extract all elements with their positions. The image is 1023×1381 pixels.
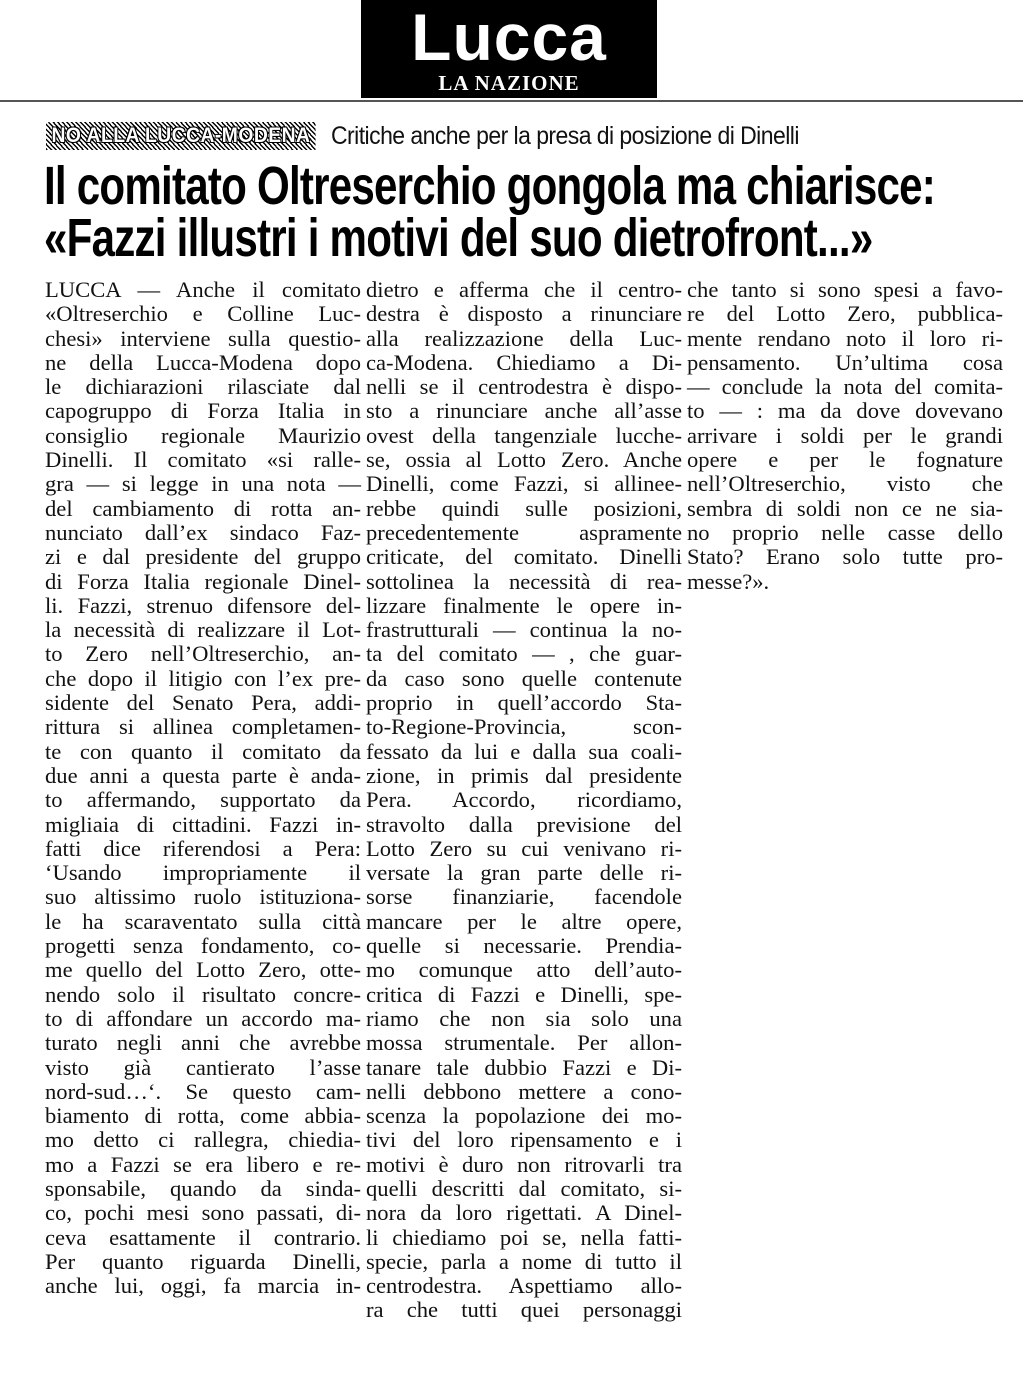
article-line: criticate, del comitato. Dinelli (366, 544, 682, 570)
article-line: mo detto ci rallegra, chiedia- (45, 1127, 361, 1153)
article-line: ceva esattamente il contrario. (45, 1224, 361, 1250)
article-line: to-Regione-Provincia, scon- (366, 714, 682, 740)
article-line: motivi è duro non ritrovarli tra (366, 1151, 682, 1177)
article-line: to di affondare un accordo ma- (45, 1005, 361, 1031)
article-line: «Oltreserchio e Colline Luc- (45, 301, 361, 327)
article-line: tanare tale dubbio Fazzi e Di- (366, 1054, 682, 1080)
article-line: ca-Modena. Chiediamo a Di- (366, 349, 682, 375)
article-line: la necessità di realizzare il Lot- (45, 617, 361, 643)
article-line: opere e per le fognature (687, 447, 1003, 473)
article-line: fatti dice riferendosi a Pera: (45, 835, 361, 861)
article-line: li. Fazzi, strenuo difensore del- (45, 592, 361, 618)
article-line: nora da loro rigettati. A Dinel- (366, 1200, 682, 1226)
article-line: dietro e afferma che il centro- (366, 277, 682, 302)
article-line: le ha scaraventato sulla città (45, 908, 361, 934)
article-line: Dinelli, come Fazzi, si allinee- (366, 471, 682, 497)
article-line: gra — si legge in una nota — (45, 471, 361, 497)
article-column-3 (687, 278, 1003, 594)
article-line: ta del comitato — , che guar- (366, 641, 682, 667)
article-column-2 (366, 278, 682, 1323)
headline-line-1: Il comitato Oltreserchio gongola ma chiarisce: (44, 156, 936, 216)
article-line: sidente del Senato Pera, addi- (45, 690, 361, 716)
article-line: Stato? Erano solo tutte pro- (687, 544, 1003, 570)
article-line: te con quanto il comitato da (45, 738, 361, 764)
article-line: nelli debbono mettere a cono- (366, 1078, 682, 1104)
article-line: lizzare finalmente le opere in- (366, 592, 682, 618)
article-line: visto già cantierato l’asse (45, 1054, 361, 1080)
article-line: nelli se il centrodestra è dispo- (366, 374, 682, 400)
article-line: consiglio regionale Maurizio (45, 422, 361, 448)
article-line: nell’Oltreserchio, visto che (687, 471, 1003, 497)
masthead-city: Lucca (411, 0, 607, 74)
article-line: versate la gran parte delle ri- (366, 860, 682, 886)
article-line: ne della Lucca-Modena dopo (45, 349, 361, 375)
article-line: to Zero nell’Oltreserchio, an- (45, 641, 361, 667)
article-line: migliaia di cittadini. Fazzi in- (45, 811, 361, 837)
article-line: stravolto dalla previsione del (366, 811, 682, 837)
article-line: di Forza Italia regionale Dinel- (45, 568, 361, 594)
article-line: chesi» interviene sulla questio- (45, 325, 361, 351)
article-line: Pera. Accordo, ricordiamo, (366, 787, 682, 813)
article-line: zi e dal presidente del gruppo (45, 544, 361, 570)
article-line: centrodestra. Aspettiamo allo- (366, 1273, 682, 1299)
article-line: sottolinea la necessità di rea- (366, 568, 682, 594)
article-line: to — : ma da dove dovevano (687, 398, 1003, 424)
article-line: mo comunque atto dell’auto- (366, 957, 682, 983)
article-line: sorse finanziarie, facendole (366, 884, 682, 910)
article-line: progetti senza fondamento, co- (45, 933, 361, 959)
article-line: rebbe quindi sulle posizioni, (366, 495, 682, 521)
article-line: Dinelli. Il comitato «si ralle- (45, 447, 361, 473)
article-line: suo altissimo ruolo istituziona- (45, 884, 361, 910)
article-line: che tanto si sono spesi a favo- (687, 277, 1003, 302)
article-line: sembra di soldi non ce ne sia- (687, 495, 1003, 521)
article-line: arrivare i soldi per le grandi (687, 422, 1003, 448)
article-line: riamo che non sia solo una (366, 1005, 682, 1031)
article-line: che dopo il litigio con l’ex pre- (45, 665, 361, 691)
kicker-tag: NO ALLA LUCCA-MODENA (46, 122, 316, 150)
article-line: specie, parla a nome di tutto il (366, 1248, 682, 1274)
article-line: li chiediamo poi se, nella fatti- (366, 1224, 682, 1250)
header-divider (0, 100, 1023, 102)
article-line: ovest della tangenziale lucche- (366, 422, 682, 448)
article-line: me quello del Lotto Zero, otte- (45, 957, 361, 983)
article-line: critica di Fazzi e Dinelli, spe- (366, 981, 682, 1007)
article-line: mancare per le altre opere, (366, 908, 682, 934)
article-line: proprio in quell’accordo Sta- (366, 690, 682, 716)
headline (44, 156, 1004, 268)
article-line: Lotto Zero su cui venivano ri- (366, 835, 682, 861)
article-line: ra che tutti quei personaggi (366, 1297, 682, 1323)
article-line: re del Lotto Zero, pubblica- (687, 301, 1003, 327)
article-line: messe?». (687, 568, 770, 594)
article-line: se, ossia al Lotto Zero. Anche (366, 447, 682, 473)
article-line: precedentemente aspramente (366, 519, 682, 545)
kicker-subtitle: Critiche anche per la presa di posizione di Dinelli (331, 121, 800, 150)
article-line: ‘Usando impropriamente il (45, 860, 361, 886)
article-line: fessato da lui e dalla sua coali- (366, 738, 682, 764)
article-line: mo a Fazzi se era libero e re- (45, 1151, 361, 1177)
article-line: quelli descritti dal comitato, si- (366, 1175, 682, 1201)
article-line: to affermando, supportato da (45, 787, 361, 813)
article-line: nendo solo il risultato concre- (45, 981, 361, 1007)
article-line: da caso sono quelle contenute (366, 665, 682, 691)
masthead-paper-name: LA NAZIONE (438, 71, 580, 95)
article-line: scenza la popolazione dei mo- (366, 1103, 682, 1129)
article-line: sponsabile, quando da sinda- (45, 1175, 361, 1201)
article-line: mente rendano noto il loro ri- (687, 325, 1003, 351)
article-line: anche lui, oggi, fa marcia in- (45, 1273, 361, 1299)
article-line: frastrutturali — continua la no- (366, 617, 682, 643)
article-line: co, pochi mesi sono passati, di- (45, 1200, 361, 1226)
article-line: pensamento. Un’ultima cosa (687, 349, 1003, 375)
article-line: zione, in primis dal presidente (366, 762, 682, 788)
article-line: due anni a questa parte è anda- (45, 762, 361, 788)
article-line: turato negli anni che avrebbe (45, 1030, 361, 1056)
article-line: mossa strumentale. Per allon- (366, 1030, 682, 1056)
headline-line-2: «Fazzi illustri i motivi del suo dietrofront...» (44, 208, 873, 268)
article-line: biamento di rotta, come abbia- (45, 1103, 361, 1129)
article-line: nunciato dall’ex sindaco Faz- (45, 519, 361, 545)
article-line: nord-sud…‘. Se questo cam- (45, 1078, 361, 1104)
article-line: tivi del loro ripensamento e i (366, 1127, 682, 1153)
article-column-1 (45, 278, 361, 1298)
article-line: quelle si necessarie. Prendia- (366, 933, 682, 959)
kicker (46, 122, 840, 150)
article-line: no proprio nelle casse dello (687, 519, 1003, 545)
article-line: Per quanto riguarda Dinelli, (45, 1248, 361, 1274)
article-line: — conclude la nota del comita- (687, 374, 1003, 400)
article-line: capogruppo di Forza Italia in (45, 398, 361, 424)
article-line: le dichiarazioni rilasciate dal (45, 374, 361, 400)
article-line: alla realizzazione della Luc- (366, 325, 682, 351)
masthead-logo (361, 0, 657, 98)
article-line: del cambiamento di rotta an- (45, 495, 361, 521)
article-line: destra è disposto a rinunciare (366, 301, 682, 327)
article-line: sto a rinunciare anche all’asse (366, 398, 682, 424)
article-line: rittura si allinea completamen- (45, 714, 361, 740)
article-line: LUCCA — Anche il comitato (45, 277, 361, 302)
